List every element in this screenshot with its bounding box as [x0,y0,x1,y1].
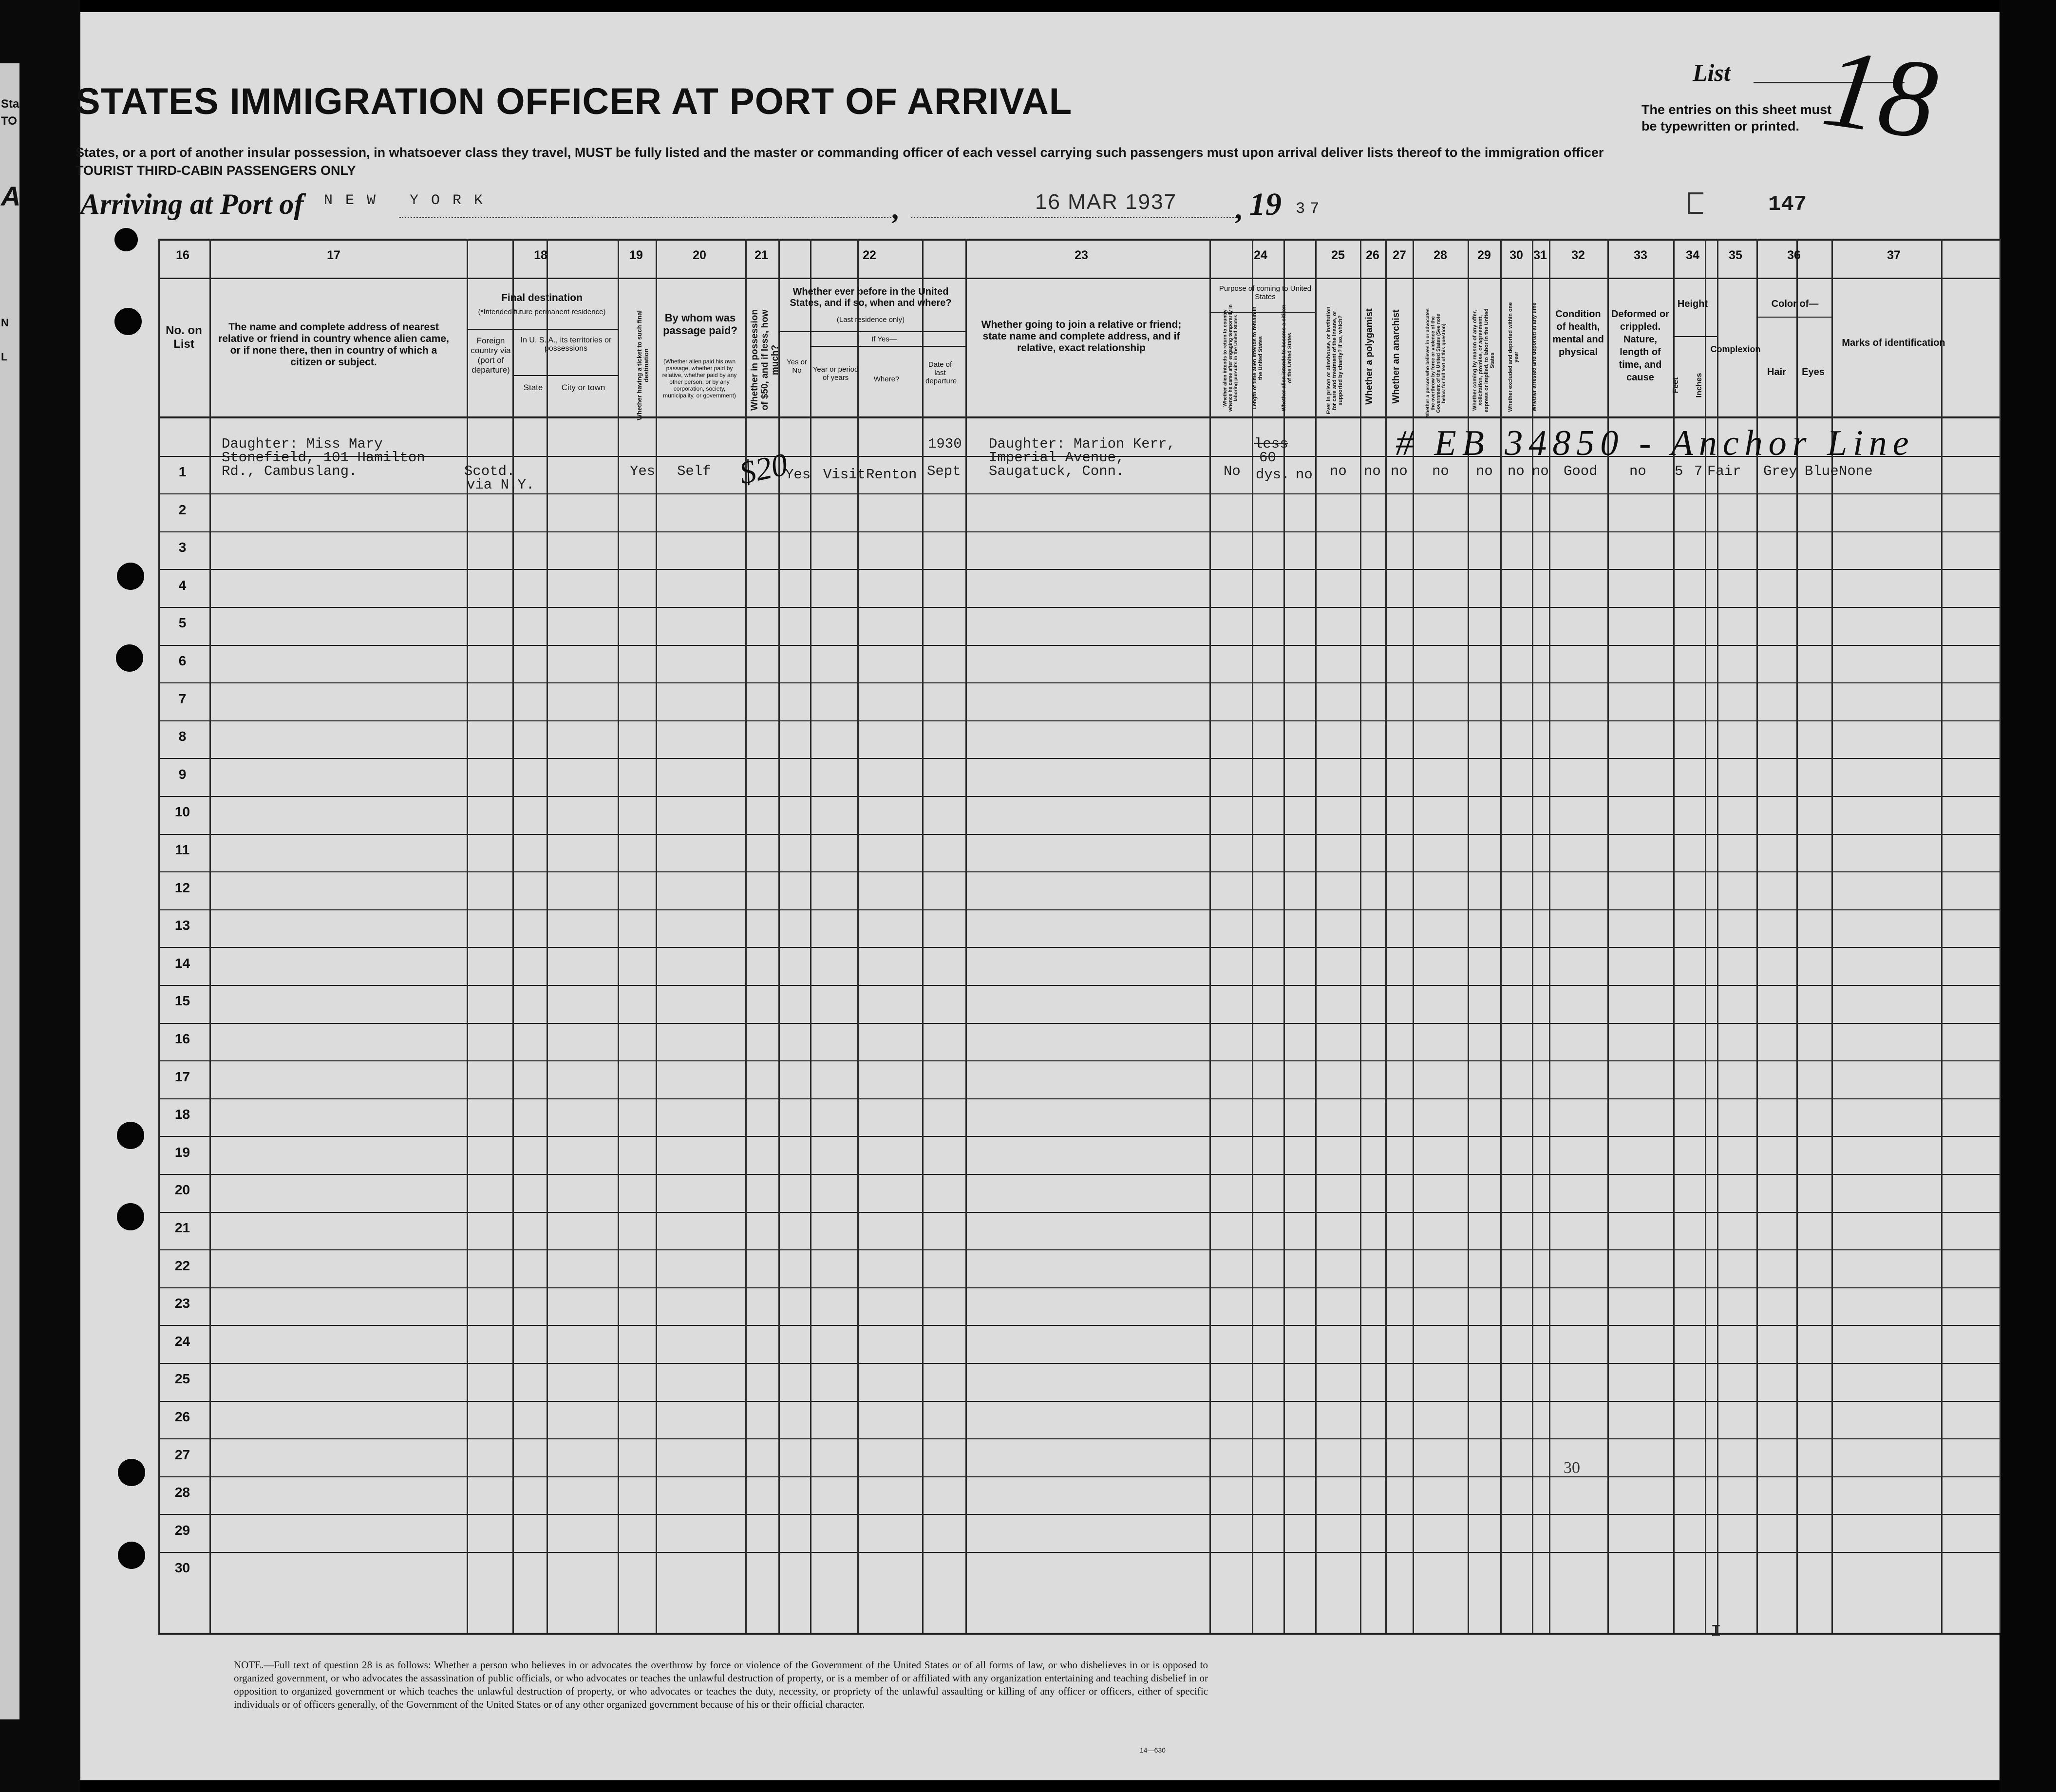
column-rule [1385,239,1387,1633]
column-number: 24 [1254,248,1267,262]
instruction-line: States, or a port of another insular possession, in whatsoever class they travel, MUST be fully listed and the master or commanding officer of each vessel carrying such passengers must upon arrival deliver lists thereof to the immigration officer [75,145,1604,160]
period-value: Visit [823,467,866,483]
row-number: 2 [178,502,187,517]
row-number: 27 [174,1447,190,1462]
row-rule [158,947,1999,948]
binder-hole [118,1459,145,1486]
column-number: 16 [176,248,189,262]
excluded-value: no [1508,463,1525,479]
header-no-on-list: No. on List [166,324,202,351]
page-bracket-mark [1688,192,1703,214]
column-rule [656,239,657,1633]
binder-hole [114,228,138,251]
health-value: Good [1564,463,1598,479]
column-number: 18 [534,248,547,262]
row-number: 29 [174,1523,190,1538]
header-money: Whether in possession of $50, and if less, how much? [750,309,780,411]
row-rule [158,1023,1999,1024]
height-feet-value: 5 [1675,463,1683,479]
column-number: 33 [1634,248,1647,262]
complexion-value: Fair [1707,463,1741,479]
row-rule [158,645,1999,646]
column-rule [1252,239,1253,1633]
subheader-rule [512,375,618,376]
polygamist-value: no [1364,463,1381,479]
header-yes-no: Yes or No [787,358,807,375]
column-number: 34 [1686,248,1699,262]
binder-hole [117,563,144,590]
column-number: 35 [1729,248,1742,262]
column-number: 31 [1533,248,1547,262]
eyes-value: Blue [1805,463,1839,479]
ticket-value: Yes [630,463,656,479]
previous-page-edge [0,63,19,1719]
column-number: 25 [1331,248,1345,262]
comma-mark: , [891,193,899,225]
typewritten-notice [1641,101,1831,134]
column-rule [158,239,160,1633]
header-joining: Whether going to join a relative or friend; state name and complete address, and if relative, exact relationship [981,319,1182,354]
row-rule [158,720,1999,721]
row-number: 17 [174,1069,190,1084]
column-rule [1209,239,1211,1633]
column-number: 21 [754,248,768,262]
header-where: Where? [873,375,900,383]
row-number: 1 [178,464,187,479]
header-passage-paid: By whom was passage paid? [663,312,737,337]
row-rule [158,1098,1999,1099]
table-bottom-rule [158,1633,1999,1635]
row-rule [158,758,1999,759]
column-rule [1999,239,2001,1633]
row-number: 30 [174,1560,190,1575]
header-final-destination-sub: (*Intended future permanent residence) [478,308,606,316]
column-number: 23 [1075,248,1088,262]
margin-fragment: L [1,351,8,363]
row-rule [158,1325,1999,1326]
stay-unit-value: dys. [1256,467,1290,483]
column-number: 27 [1393,248,1406,262]
relative-line: Daughter: Miss Mary [222,436,383,452]
list-number-handwritten: 18 [1816,24,1944,163]
row-number: 3 [178,540,187,555]
header-prison: Ever in prison or almshouse, or institution for care and treatment of the insane, or supported by charity? If so, which? [1326,306,1343,415]
row-rule [158,1476,1999,1477]
header-if-yes: If Yes— [871,335,897,343]
binder-hole [114,308,142,335]
margin-fragment: Sta [1,97,19,111]
row-number: 25 [174,1371,190,1386]
port-dotted-line [399,217,891,218]
row-number: 6 [178,653,187,668]
row-number: 28 [174,1485,190,1500]
header-purpose: Purpose of coming to United States [1219,284,1312,301]
marks-value: None [1839,463,1873,479]
row-rule [158,569,1999,570]
column-rule [209,239,211,1633]
row-number: 9 [178,767,187,782]
header-state: State [523,383,543,392]
date-dotted-line [911,217,1240,218]
column-number: 37 [1887,248,1901,262]
last-departure-year: 1930 [928,436,962,452]
margin-fragment: N [1,317,9,329]
header-anarchist: Whether an anarchist [1391,309,1401,404]
where-value: Renton [866,467,917,483]
year-prefix: 19 [1249,187,1282,222]
header-rule [158,278,1999,279]
header-color-of: Color of— [1771,299,1819,309]
header-health: Condition of health, mental and physical [1552,309,1604,358]
last-departure-month: Sept [927,463,961,479]
row-number: 19 [174,1145,190,1160]
header-year-period: Year or period of years [812,365,859,382]
row-rule [158,1363,1999,1364]
row-rule [158,1060,1999,1061]
row-rule [158,682,1999,683]
joining-line: Daughter: Marion Kerr, [989,436,1175,452]
row-rule [158,531,1999,532]
subheader-rule [1673,336,1717,337]
binder-hole [117,1203,144,1230]
header-arrested: Whether arrested and deported at any time [1531,302,1537,412]
binder-hole [117,1122,144,1149]
row-rule [158,1438,1999,1439]
row-rule [158,493,1999,494]
row-rule [158,834,1999,835]
overthrow-value: no [1432,463,1449,479]
deformed-value: no [1629,463,1646,479]
row-number: 16 [174,1031,190,1046]
row-number: 21 [174,1220,190,1235]
column-rule [512,239,514,1633]
margin-fragment: A [1,181,21,211]
subheader-rule [778,331,966,332]
header-bottom-rule [158,416,1999,418]
row-number: 5 [178,615,187,630]
relative-line: Rd., Cambuslang. [222,463,358,479]
page-title: STATES IMMIGRATION OFFICER AT PORT OF ARRIVAL [75,81,1073,122]
notice-line: The entries on this sheet must [1641,102,1832,117]
before-in-us-value: Yes [785,467,811,483]
page-number: 147 [1768,192,1807,217]
column-rule [745,239,747,1633]
row-number: 11 [175,842,190,857]
binder-hole [118,1542,145,1569]
column-number: 30 [1509,248,1523,262]
row-number: 12 [174,880,190,895]
header-inches: Inches [1695,373,1703,398]
column-rule [810,239,811,1633]
header-final-destination: Final destination [501,292,583,303]
header-length-stay: Length of time alien intends to remain in the United States [1252,306,1264,410]
margin-fragment: TO [1,114,17,128]
binder-hole [116,644,143,672]
row-number: 8 [178,729,187,744]
row-rule [158,909,1999,910]
row-rule [158,1552,1999,1553]
row-rule [158,796,1999,797]
header-feet: Feet [1672,377,1680,394]
column-rule [1315,239,1317,1633]
header-return-intent: Whether alien intends to return to country whence he came after engaging temporarily in laboring pursuits in the United States [1223,304,1239,412]
row-rule [158,1401,1999,1402]
row-number: 15 [174,993,190,1008]
header-foreign-country: Foreign country via (port of departure) [471,336,511,375]
row-rule [158,871,1999,872]
subheader-rule [810,346,966,347]
header-city: City or town [561,383,605,392]
handwritten-annotation: # EB 34850 - Anchor Line [1396,423,1915,463]
row-number: 10 [174,804,190,819]
header-marks: Marks of identification [1842,338,1945,348]
column-number: 36 [1787,248,1801,262]
row-rule [158,1212,1999,1213]
column-rule [618,239,619,1633]
list-label: List [1693,59,1731,86]
anarchist-value: no [1391,463,1408,479]
header-labor-offer: Whether coming by reason of any offer, solicitation, promise, or agreement, express or implied, to labor in the United States [1472,308,1495,413]
row-number: 23 [174,1296,190,1311]
return-intent-value: No [1224,463,1241,479]
labor-offer-value: no [1476,463,1493,479]
header-deformed: Deformed or crippled. Nature, length of time, and cause [1611,309,1669,383]
column-rule [857,239,859,1633]
row-rule [158,1136,1999,1137]
column-number: 19 [629,248,643,262]
instruction-class: TOURIST THIRD-CABIN PASSENGERS ONLY [75,163,356,178]
row-rule [158,1174,1999,1175]
row-number: 14 [174,956,190,971]
header-passage-paid-sub: (Whether alien paid his own passage, whether paid by relative, whether paid by any other person, or by any corporation, society, municipality, or government) [662,358,737,399]
column-rule [1941,239,1943,1633]
row-number: 13 [174,918,190,933]
header-height: Height [1677,299,1708,309]
scan-left-margin [0,0,80,1792]
comma-mark: , [1235,193,1242,225]
via-value: via N.Y. [467,477,535,493]
row-rule [158,1514,1999,1515]
footnote: NOTE.—Full text of question 28 is as follows: Whether a person who believes in or advocates the overthrow by force or violence of the Government of the United States or of all forms of law, or who disbelieves in or is opposed to organized government, or who advocates the assassination of public officials, or who advocates or teaches the unlawful destruction of property, or is a member of or affiliated with any organization entertaining and teaching disbelief in or opposition to organized government or which teaches the unlawful destruction of property, or who advocates or teaches the duty, necessity, or propriety of the unlawful assaulting or killing of any officer or officers, either of specific individuals or of officers generally, of the Government of the United States or of any other organized government because of his or their official character. [234,1659,1208,1710]
date-stamp: 16 MAR 1937 [1035,190,1177,214]
tick-mark: T [1712,1622,1720,1637]
header-before-in-us: Whether ever before in the United States, and if so, when and where? [790,286,952,308]
header-complexion: Complexion [1710,344,1761,354]
header-overthrow: Whether a person who believes in or advocates the overthrow by force or violence of the Government of the United States (See note below for full text of this question) [1425,308,1447,418]
row-number: 7 [178,691,187,706]
row-rule [158,985,1999,986]
column-rule [547,239,548,1633]
stray-mark: 30 [1564,1459,1580,1477]
column-number: 29 [1477,248,1491,262]
header-in-usa: In U. S. A., its territories or possessions [520,336,612,353]
relative-line: Stonefield, 101 Hamilton [222,450,425,466]
column-number: 28 [1434,248,1447,262]
header-hair: Hair [1767,367,1786,377]
column-number: 22 [863,248,876,262]
column-rule [965,239,967,1633]
row-number: 4 [178,578,187,593]
row-rule [158,1287,1999,1288]
year-suffix: 37 [1296,200,1324,218]
header-eyes: Eyes [1802,367,1825,377]
header-date-departure: Date of last departure [925,360,957,385]
scan-right-margin [1999,0,2056,1792]
subheader-rule [467,329,618,330]
row-number: 18 [174,1107,190,1122]
column-rule [1360,239,1361,1633]
paid-by-value: Self [677,463,711,479]
arrested-value: no [1532,463,1549,479]
row-number: 20 [174,1182,190,1197]
notice-line: be typewritten or printed. [1641,119,1800,133]
column-rule [467,239,468,1633]
foreign-country-value: Scotd. [464,463,515,479]
column-number: 26 [1366,248,1379,262]
column-number: 17 [327,248,340,262]
port-value: NEW YORK [324,192,496,209]
money-value-handwritten: $20 [736,446,791,491]
header-last-residence: (Last residence only) [836,316,905,324]
row-rule [158,1249,1999,1250]
column-rule [922,239,924,1633]
form-number: 14—630 [1140,1746,1166,1754]
header-ticket: Whether having a ticket to such final destination [636,310,650,421]
stay-struck-value: less [1254,436,1288,452]
header-citizen-intent: Whether alien intends to become a citizen of the United States [1281,304,1293,412]
table-top-rule [158,239,1999,241]
arriving-label: Arriving at Port of [80,188,304,220]
row-number: 22 [174,1258,190,1273]
stay-number-value: 60 [1259,450,1276,466]
row-number: 26 [174,1409,190,1424]
height-inches-value: 7 [1694,463,1703,479]
joining-line: Saugatuck, Conn. [989,463,1125,479]
header-nearest-relative: The name and complete address of nearest relative or friend in country whence alien came, or if none there, then in country of which a citizen or subject. [218,321,449,368]
prison-value: no [1330,463,1347,479]
header-excluded: Whether excluded and deported within one year [1508,302,1519,412]
row-rule [158,607,1999,608]
column-number: 32 [1571,248,1585,262]
column-number: 20 [693,248,706,262]
joining-line: Imperial Avenue, [989,450,1125,466]
header-polygamist: Whether a polygamist [1364,308,1375,405]
hair-value: Grey [1763,463,1797,479]
citizen-intent-value: no [1296,467,1313,483]
subheader-rule [1756,317,1831,318]
row-number: 24 [174,1334,190,1349]
